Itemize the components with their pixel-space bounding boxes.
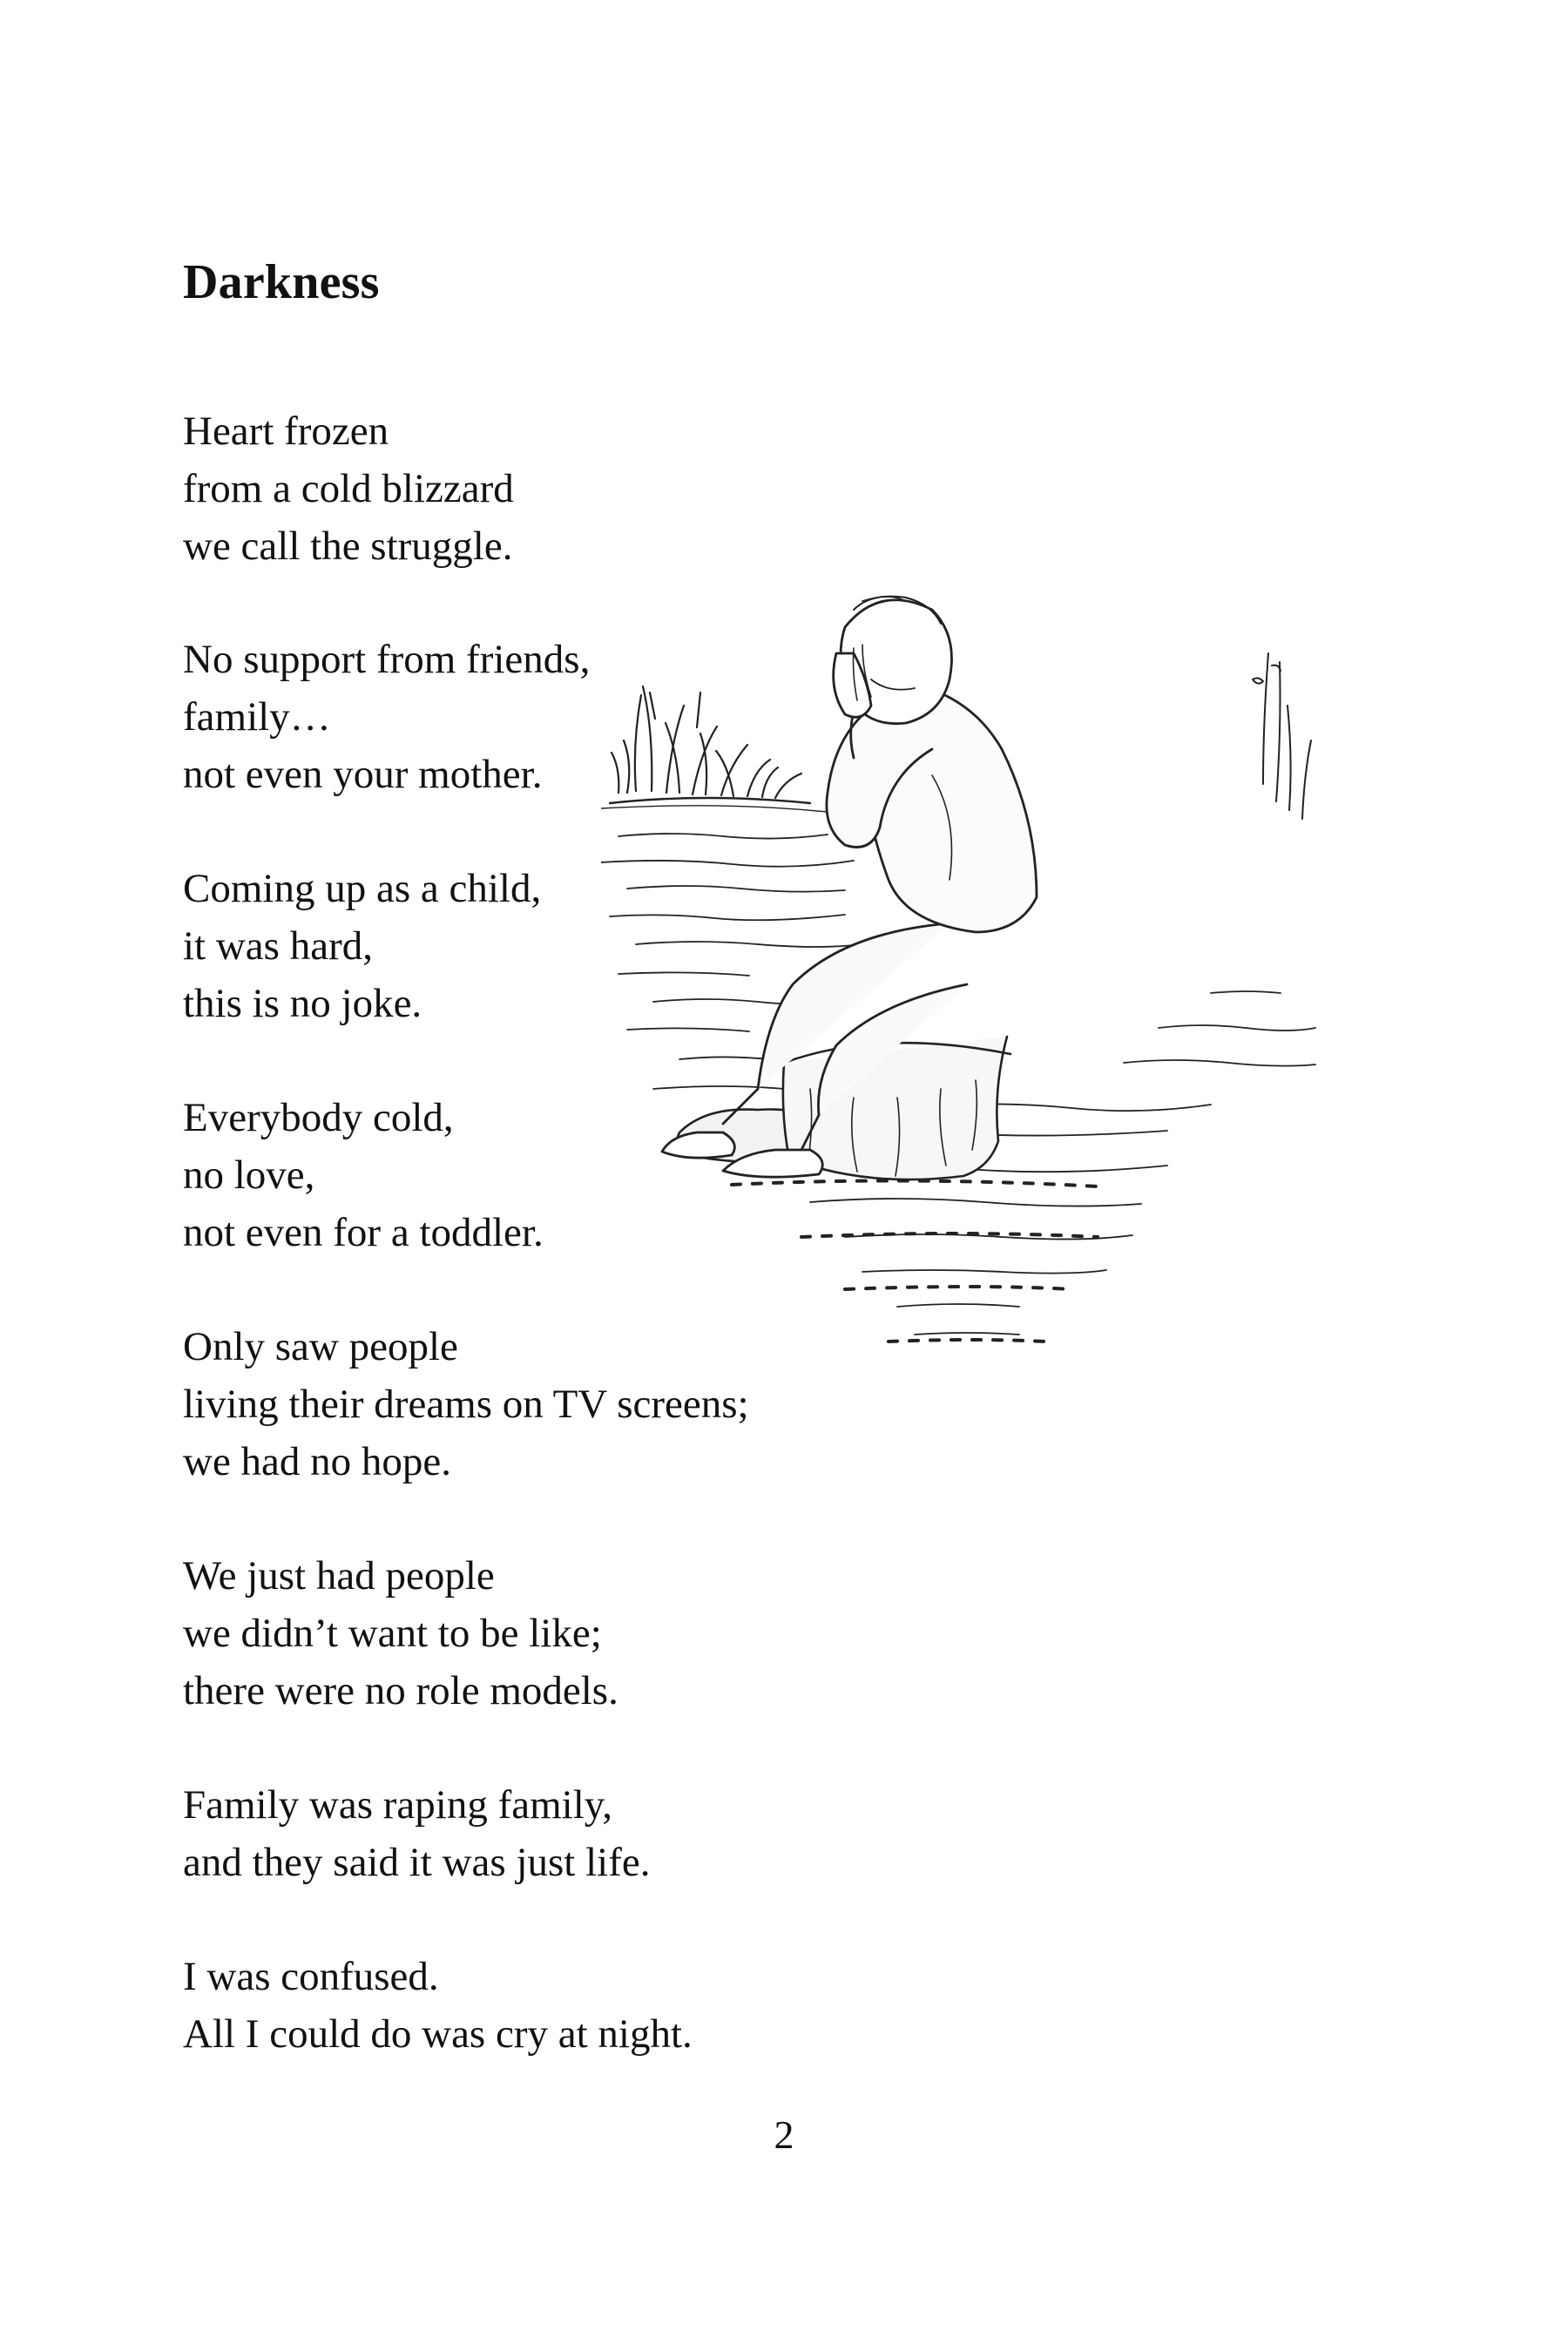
poem-line: it was hard, bbox=[183, 923, 373, 969]
poem-line: not even for a toddler. bbox=[183, 1210, 544, 1255]
poem-line: We just had people bbox=[183, 1553, 495, 1598]
poem-line: from a cold blizzard bbox=[183, 466, 514, 511]
poem-line: we call the struggle. bbox=[183, 524, 513, 569]
poem-line: I was confused. bbox=[183, 1954, 439, 1999]
page-number: 2 bbox=[774, 2112, 794, 2157]
poem-line: All I could do was cry at night. bbox=[183, 2011, 693, 2057]
poem-line: Only saw people bbox=[183, 1324, 458, 1369]
stanza bbox=[183, 1089, 544, 1261]
poem-title: Darkness bbox=[183, 255, 380, 309]
poem-line: Everybody cold, bbox=[183, 1095, 454, 1140]
poem-line: not even your mother. bbox=[183, 752, 543, 797]
reeds-left-icon bbox=[612, 686, 801, 798]
poem-line: we didn’t want to be like; bbox=[183, 1611, 602, 1656]
stanza bbox=[183, 1547, 618, 1720]
poem-line: and they said it was just life. bbox=[183, 1840, 651, 1885]
sad-man-by-water-illustration bbox=[601, 575, 1385, 1359]
poem-line: No support from friends, bbox=[183, 637, 591, 682]
poem-line: no love, bbox=[183, 1152, 315, 1198]
poem-line: family… bbox=[183, 694, 331, 740]
poem-line: Family was raping family, bbox=[183, 1782, 612, 1828]
stanza bbox=[183, 631, 590, 803]
poem-line: this is no joke. bbox=[183, 981, 422, 1026]
stanza bbox=[183, 1948, 693, 2063]
stanza bbox=[183, 1776, 650, 1891]
stanza bbox=[183, 860, 541, 1032]
poem-line: Coming up as a child, bbox=[183, 866, 542, 911]
poem-line: living their dreams on TV screens; bbox=[183, 1382, 749, 1427]
reeds-right-icon bbox=[1253, 653, 1311, 819]
stanza bbox=[183, 402, 514, 575]
poem-line: we had no hope. bbox=[183, 1439, 452, 1484]
poem-line: Heart frozen bbox=[183, 409, 389, 454]
poem-line: there were no role models. bbox=[183, 1668, 618, 1713]
